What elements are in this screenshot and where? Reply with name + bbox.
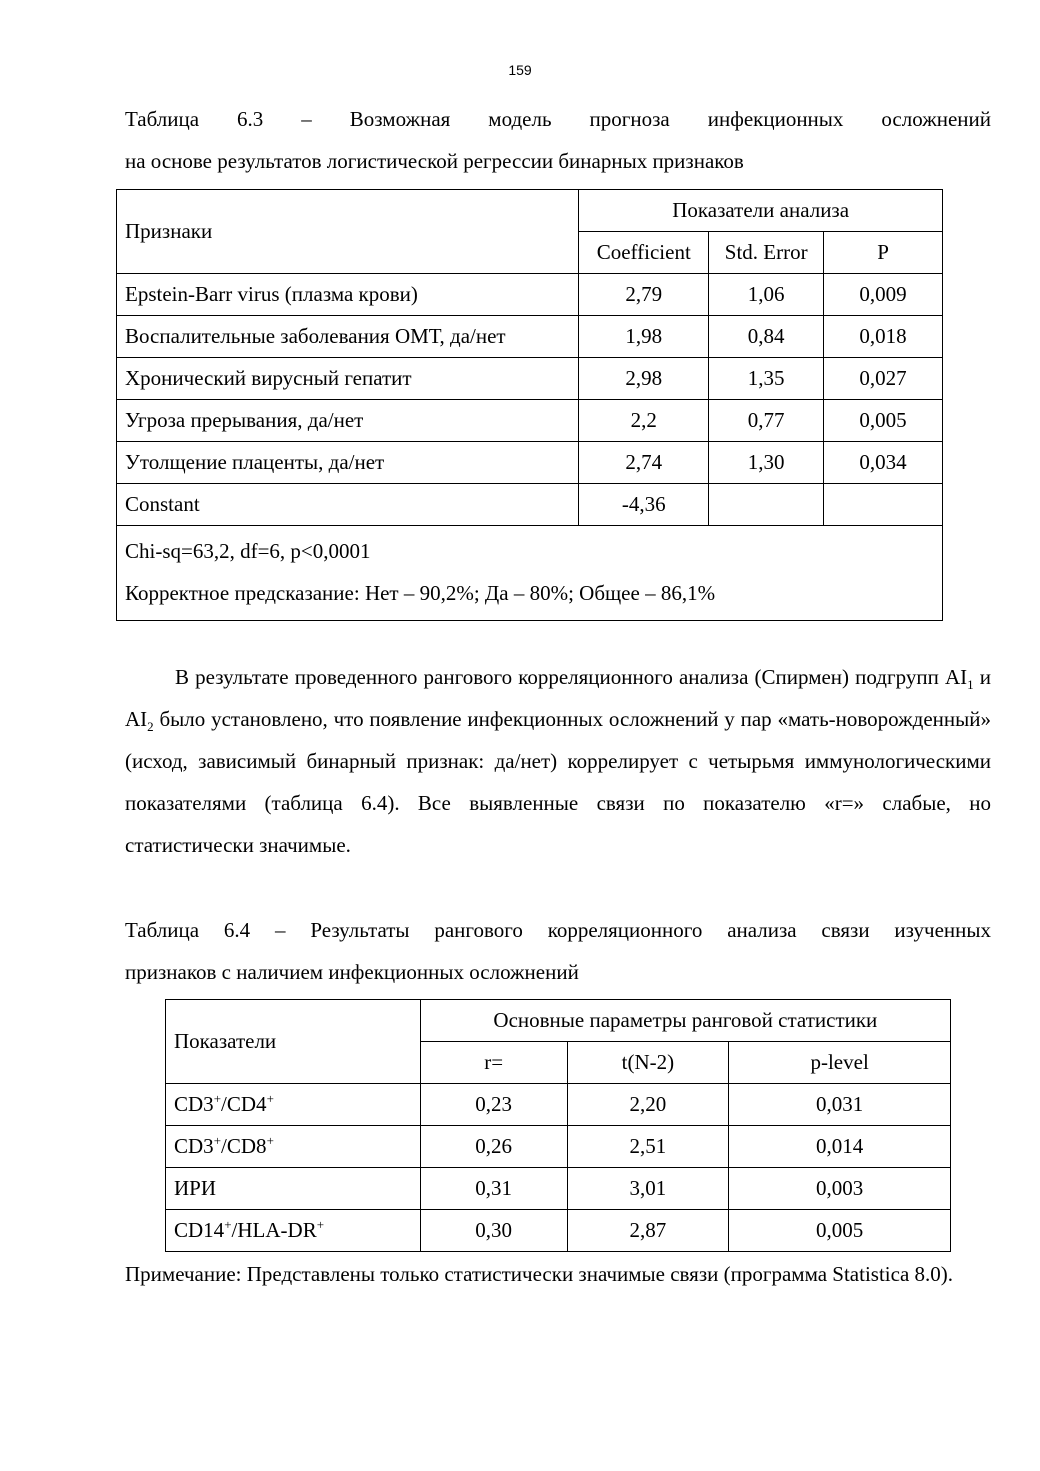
table1-cell-se: 1,35 [709,358,824,400]
table1-cell-se: 0,84 [709,316,824,358]
table2-caption-line2: признаков с наличием инфекционных осложнений [125,960,579,984]
table1-header-se: Std. Error [709,232,824,274]
table1-cell-se: 1,30 [709,442,824,484]
table1-caption [125,98,991,182]
table-row [117,442,943,484]
subscript-1: 1 [967,677,974,693]
table-row [117,400,943,442]
table2-header-p: p-level [729,1042,951,1084]
table2-cell-t: 2,87 [567,1210,729,1252]
paragraph-text-1: В результате проведенного рангового корреляционного анализа (Спирмен) подгрупп AI [175,665,968,689]
table2-caption-line1: Таблица 6.4 – Результаты рангового корреляционного анализа связи изученных [125,918,991,942]
table2-cell-t: 3,01 [567,1168,729,1210]
table2-cell-r: 0,31 [420,1168,567,1210]
table-row [166,1084,951,1126]
table1-summary-cell [117,526,943,621]
table1-summary-line1: Chi-sq=63,2, df=6, p<0,0001 [125,539,371,563]
table1-cell-se [709,484,824,526]
table2-header-group: Основные параметры ранговой статистики [420,1000,950,1042]
table1-cell-coef: 2,79 [579,274,709,316]
table-row [117,316,943,358]
table1-caption-line2: на основе результатов логистической регрессии бинарных признаков [125,149,744,173]
paragraph-text-3: было установлено, что появление инфекционных осложнений у пар «мать-новорожденный» (исход, зависимый бинарный признак: да/нет) коррелирует с четырьмя иммунологическими показателями (таблица 6.4). Все выявленные связи по показателю «r=» слабые, но статистически значимые. [125,707,991,857]
table-row [117,484,943,526]
table2-header-r: r= [420,1042,567,1084]
table2-header-indicator: Показатели [166,1000,421,1084]
table1-cell-p: 0,009 [824,274,943,316]
table1-cell-p: 0,005 [824,400,943,442]
paragraph-text-2: и AI [125,665,991,731]
table2-cell-indicator: ИРИ [166,1168,421,1210]
table-row [117,274,943,316]
table1-header-group: Показатели анализа [579,190,943,232]
table1-header-feature: Признаки [117,190,579,274]
table1-cell-p: 0,018 [824,316,943,358]
table1-cell-se: 1,06 [709,274,824,316]
page-number: 159 [508,62,532,78]
table2-cell-p: 0,031 [729,1084,951,1126]
table1-cell-coef: -4,36 [579,484,709,526]
table1-cell-feature: Constant [117,484,579,526]
table2-header-t: t(N-2) [567,1042,729,1084]
table1-cell-feature: Угроза прерывания, да/нет [117,400,579,442]
table2-cell-indicator: CD3+/CD8+ [166,1126,421,1168]
table2-cell-indicator: CD14+/HLA-DR+ [166,1210,421,1252]
table1-cell-p: 0,034 [824,442,943,484]
table1 [116,189,943,621]
table1-header-p: P [824,232,943,274]
table1-cell-p [824,484,943,526]
table1-summary-row [117,526,943,621]
table1-cell-coef: 2,2 [579,400,709,442]
table1-cell-feature: Epstein-Barr virus (плазма крови) [117,274,579,316]
table2-cell-p: 0,005 [729,1210,951,1252]
table1-caption-line1: Таблица 6.3 – Возможная модель прогноза инфекционных осложнений [125,107,991,131]
table1-cell-coef: 2,74 [579,442,709,484]
table2-cell-r: 0,30 [420,1210,567,1252]
table2-cell-t: 2,20 [567,1084,729,1126]
table2-cell-t: 2,51 [567,1126,729,1168]
table-row [166,1126,951,1168]
table2 [165,999,951,1252]
table2-cell-r: 0,26 [420,1126,567,1168]
table-row [166,1210,951,1252]
table1-cell-coef: 1,98 [579,316,709,358]
table-row [166,1168,951,1210]
table1-header-coef: Coefficient [579,232,709,274]
table2-cell-p: 0,003 [729,1168,951,1210]
table1-cell-feature: Хронический вирусный гепатит [117,358,579,400]
table1-summary-line2: Корректное предсказание: Нет – 90,2%; Да – 80%; Общее – 86,1% [125,581,716,605]
table1-cell-se: 0,77 [709,400,824,442]
table-row [117,358,943,400]
table2-footnote: Примечание: Представлены только статистически значимые связи (программа Statistica 8.0). [125,1262,954,1286]
table2-caption [125,909,991,993]
table2-cell-indicator: CD3+/CD4+ [166,1084,421,1126]
table1-cell-coef: 2,98 [579,358,709,400]
table1-cell-feature: Утолщение плаценты, да/нет [117,442,579,484]
body-paragraph [125,656,991,866]
table2-cell-p: 0,014 [729,1126,951,1168]
table2-cell-r: 0,23 [420,1084,567,1126]
table1-cell-feature: Воспалительные заболевания ОМТ, да/нет [117,316,579,358]
subscript-2: 2 [147,719,154,735]
table1-cell-p: 0,027 [824,358,943,400]
